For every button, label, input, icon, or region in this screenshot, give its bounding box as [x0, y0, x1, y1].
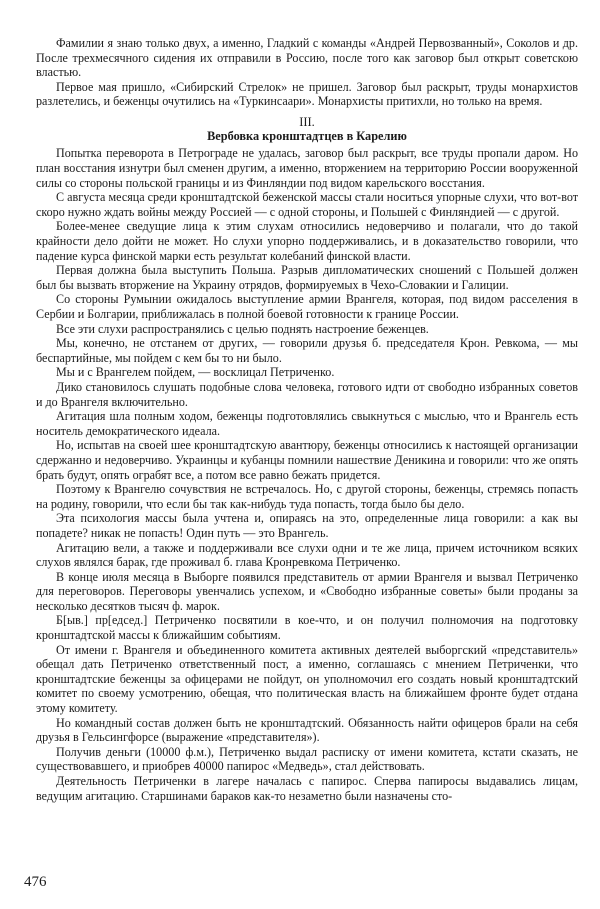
body-paragraph-3: Более-менее сведущие лица к этим слухам относились недоверчиво и полагали, что до такой крайности дело дойти не может. Но слухи упорно поддерживались, и в доказательство говорили, что падение курса финской марки есть результат колебаний финской власти. [36, 219, 578, 263]
body-paragraph-16: Б[ыв.] пр[едсед.] Петриченко посвятили в кое-что, и он получил полномочия на подготовку кронштадтской массы к ближайшим событиям. [36, 613, 578, 643]
body-paragraph-9: Дико становилось слушать подобные слова человека, готового идти от свободно избранных советов и до Врангеля включительно. [36, 379, 578, 409]
body-paragraph-17: От имени г. Врангеля и объединенного комитета активных деятелей выборгский «представитель» обещал дать Петриченко ответственный пост, а именно, соглашаясь с мнением Петриченки, что кронштадтские беженцы за офицерами не пойдут, он уполномочил его создать новый кронштадтский комитет по своему усмотрению, обещая, что политическая власть на ближайшем фронте будет отдана этому комитету. [36, 642, 578, 716]
body-paragraph-2: С августа месяца среди кронштадтской беженской массы стали носиться упорные слухи, что вот-вот скоро нужно ждать войны между Россией — с одной стороны, и Польшей с Финляндией — с другой. [36, 190, 578, 219]
body-paragraph-19: Получив деньги (10000 ф.м.), Петриченко выдал расписку от имени комитета, кстати сказать, не существовавшего, и приобрев 40000 папирос «Медведь», стал действовать. [36, 744, 578, 774]
body-paragraph-14: Агитацию вели, а также и поддерживали все слухи одни и те же лица, причем источником всяких слухов являлся барак, где проживал б. глава Кронревкома Петриченко. [36, 540, 578, 570]
intro-block [36, 36, 578, 109]
body-paragraph-20: Деятельность Петриченки в лагере началась с папирос. Сперва папиросы выдавались лицам, ведущим агитацию. Старшинами бараков как-то незаметно были назначены сто- [36, 774, 578, 803]
intro-paragraph-2: Первое мая пришло, «Сибирский Стрелок» не пришел. Заговор был раскрыт, труды монархистов разлетелись, и беженцы очутились на «Туркинсаари». Монархисты притихли, но только на время. [36, 79, 578, 109]
body-paragraph-4: Первая должна была выступить Польша. Разрыв дипломатических сношений с Польшей должен был бы вызвать вторжение на Украину отрядов, формируемых в Чехо-Словакии и Галиции. [36, 263, 578, 292]
page-number: 476 [24, 874, 47, 890]
body-paragraph-5: Со стороны Румынии ожидалось выступление армии Врангеля, которая, под видом расселения в Сербии и Болгарии, приближалась в полной боевой готовности к границе России. [36, 292, 578, 321]
intro-paragraph-1: Фамилии я знаю только двух, а именно, Гладкий с команды «Андрей Первозванный», Соколов и др. После трехмесячного сидения их отправили в Россию, после того как заговор был открыт советскою властью. [36, 36, 578, 80]
body-paragraph-6: Все эти слухи распространялись с целью поднять настроение беженцев. [56, 321, 429, 336]
section-number: III. [299, 114, 315, 129]
body-paragraph-10: Агитация шла полным ходом, беженцы подготовлялись свыкнуться с мыслью, что и Врангель есть носитель демократического идеала. [36, 409, 578, 438]
body-paragraph-11: Но, испытав на своей шее кронштадтскую авантюру, беженцы относились к настоящей организации сдержанно и недоверчиво. Украинцы и кубанцы помнили нашествие Деникина и говорили: что же опять брать будут, опять ограбят все, а потом все равно бежать придется. [36, 438, 578, 482]
body-paragraph-7: Мы, конечно, не отстанем от других, — говорили друзья б. председателя Крон. Ревкома, — мы беспартийные, мы пойдем с кем бы то ни было. [36, 336, 578, 365]
page-text [36, 36, 578, 803]
body-paragraph-13: Эта психология массы была учтена и, опираясь на это, определенные лица говорили: а как вы попадете? никак не попасть! Один путь — это Врангель. [36, 511, 578, 540]
section-title: Вербовка кронштадтцев в Карелию [207, 128, 407, 143]
body-paragraph-1: Попытка переворота в Петрограде не удалась, заговор был раскрыт, все труды пропали даром. Но план восстания изнутри был сменен другим, а именно, вторжением на территорию России вооруженной силы со стороны польской границы и из Финляндии под видом карельского восстания. [36, 146, 578, 190]
section-body [36, 146, 578, 803]
body-paragraph-8: Мы и с Врангелем пойдем, — восклицал Петриченко. [56, 365, 335, 380]
body-paragraph-15: В конце июля месяца в Выборге появился представитель от армии Врангеля и вызвал Петриченко для переговоров. Переговоры увенчались успехом, и «Свободно избранные советы» были проданы за несколько десятков тысяч ф. марок. [36, 569, 578, 613]
body-paragraph-12: Поэтому к Врангелю сочувствия не встречалось. Но, с другой стороны, беженцы, стремясь попасть на родину, говорили, что если бы так как-нибудь туда попасть, тогда было бы дело. [36, 482, 578, 511]
body-paragraph-18: Но командный состав должен быть не кронштадтский. Обязанность найти офицеров брали на себя друзья в Гельсингфорсе (выражение «представителя»). [36, 715, 578, 745]
